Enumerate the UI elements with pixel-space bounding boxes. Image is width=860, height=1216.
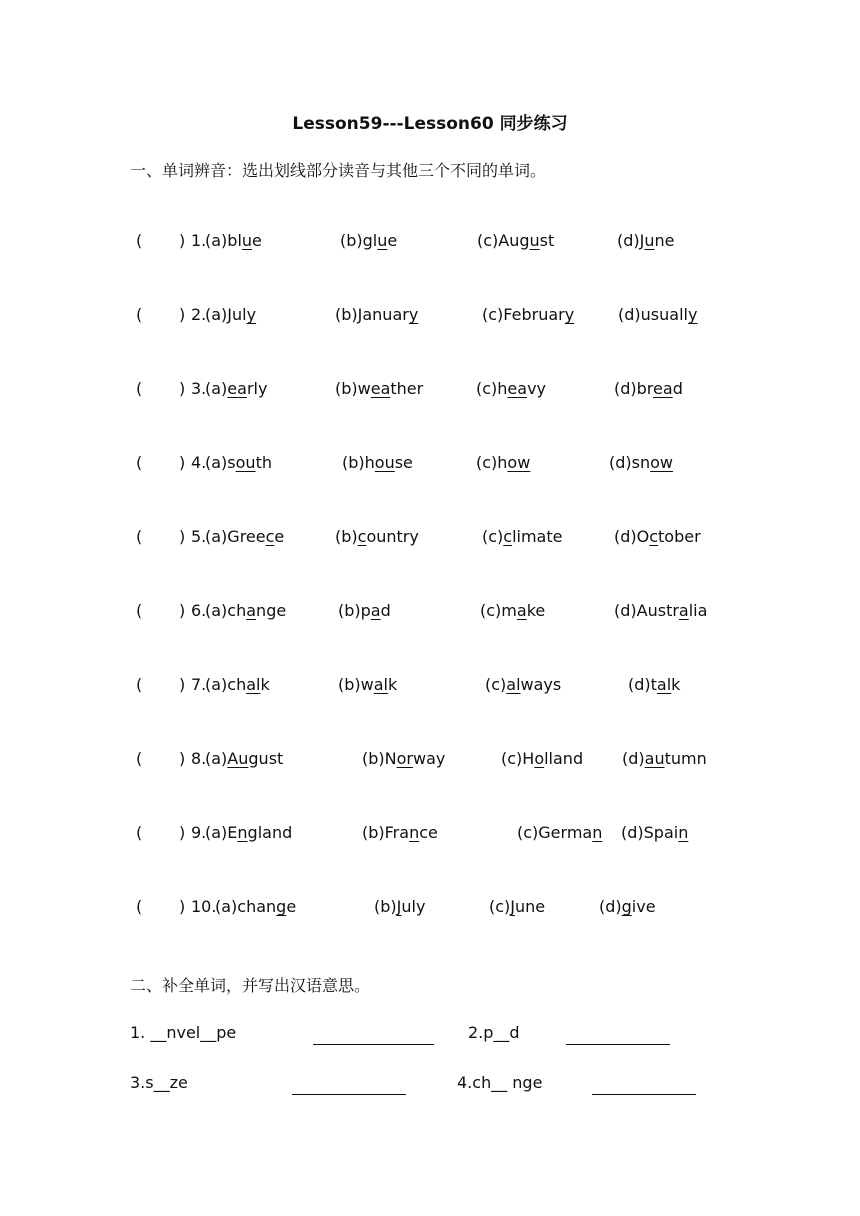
paren-close: )	[179, 749, 186, 768]
option-prefix: (b)p	[338, 601, 371, 620]
option-prefix: (b)w	[335, 379, 371, 398]
option-prefix: (d)J	[617, 231, 645, 250]
question-number: 6.	[191, 601, 207, 620]
paren-close: )	[179, 305, 186, 324]
question-number: 8.	[191, 749, 207, 768]
option-suffix: tober	[658, 527, 701, 546]
answer-blank[interactable]	[146, 601, 176, 623]
option-prefix: (d)sn	[609, 453, 651, 472]
option-prefix: (d)O	[614, 527, 650, 546]
option	[480, 601, 545, 620]
option-underlined-letters: g	[276, 897, 287, 916]
option-underlined-letters: y	[408, 305, 419, 324]
paren-close: )	[179, 601, 186, 620]
option-underlined-letters: ea	[227, 379, 247, 398]
option-prefix: (a)ch	[205, 601, 247, 620]
option-prefix: (b)Januar	[335, 305, 409, 324]
option	[205, 675, 270, 694]
option	[205, 601, 286, 620]
question-number: 4.	[191, 453, 207, 472]
fill-item-4: 4.ch__ nge	[457, 1073, 543, 1092]
option	[374, 897, 425, 916]
option	[205, 305, 256, 324]
option	[338, 675, 397, 694]
paren-close: )	[179, 231, 186, 250]
option-underlined-letters: Au	[227, 749, 249, 768]
section2-heading: 二、补全单词，并写出汉语意思。	[130, 976, 371, 995]
option-prefix: (a)E	[205, 823, 238, 842]
option-suffix: e	[252, 231, 262, 250]
option	[342, 453, 413, 472]
option	[205, 527, 284, 546]
option-suffix: k	[671, 675, 681, 694]
option	[362, 749, 445, 768]
option	[485, 675, 561, 694]
option	[335, 379, 423, 398]
answer-blank[interactable]	[146, 527, 176, 549]
paren-open: (	[136, 305, 143, 324]
option-underlined-letters: u	[529, 231, 540, 250]
answer-line-2[interactable]	[566, 1044, 670, 1045]
option-suffix: ke	[526, 601, 546, 620]
paren-close: )	[179, 823, 186, 842]
option-suffix: limate	[512, 527, 563, 546]
option-suffix: way	[412, 749, 446, 768]
option-underlined-letters: u	[644, 231, 655, 250]
option	[476, 453, 530, 472]
option-prefix: (a)	[205, 749, 228, 768]
option-suffix: ce	[419, 823, 438, 842]
answer-line-1[interactable]	[313, 1044, 434, 1045]
option	[618, 305, 697, 324]
answer-blank[interactable]	[146, 675, 176, 697]
question-number: 2.	[191, 305, 207, 324]
option-prefix: (c)h	[476, 379, 508, 398]
option-prefix: (b)h	[342, 453, 375, 472]
question-number: 9.	[191, 823, 207, 842]
option-underlined-letters: n	[409, 823, 420, 842]
option	[482, 305, 574, 324]
option-prefix: (c)H	[501, 749, 535, 768]
option-underlined-letters: J	[396, 897, 402, 916]
option-prefix: (a)bl	[205, 231, 242, 250]
option-suffix: tumn	[664, 749, 707, 768]
page-title: Lesson59---Lesson60 同步练习	[292, 114, 568, 134]
option-suffix: vy	[527, 379, 547, 398]
option-suffix: gland	[247, 823, 293, 842]
option-underlined-letters: a	[678, 601, 689, 620]
answer-blank[interactable]	[146, 231, 176, 253]
option	[599, 897, 656, 916]
option-underlined-letters: a	[516, 601, 527, 620]
option	[614, 527, 701, 546]
option-underlined-letters: g	[621, 897, 632, 916]
option-underlined-letters: u	[377, 231, 388, 250]
option-suffix: lland	[544, 749, 584, 768]
option-suffix: ther	[390, 379, 424, 398]
option-suffix: ountry	[366, 527, 419, 546]
option-suffix: se	[394, 453, 413, 472]
paren-open: (	[136, 527, 143, 546]
option	[215, 897, 296, 916]
option-underlined-letters: c	[503, 527, 513, 546]
option-prefix: (d)Spai	[621, 823, 679, 842]
paren-open: (	[136, 379, 143, 398]
option-underlined-letters: u	[241, 231, 253, 250]
option-prefix: (a)Gree	[205, 527, 266, 546]
option-underlined-letters: al	[373, 675, 388, 694]
option-underlined-letters: y	[687, 305, 698, 324]
paren-open: (	[136, 749, 143, 768]
paren-close: )	[179, 675, 186, 694]
option-underlined-letters: al	[506, 675, 521, 694]
option-prefix: (d)Austr	[614, 601, 679, 620]
option-prefix: (b)w	[338, 675, 374, 694]
option	[489, 897, 545, 916]
paren-close: )	[179, 897, 186, 916]
option-underlined-letters: c	[357, 527, 367, 546]
option	[477, 231, 554, 250]
option	[482, 527, 562, 546]
option-suffix: gust	[248, 749, 284, 768]
answer-blank[interactable]	[146, 305, 176, 327]
option-underlined-letters: a	[246, 601, 257, 620]
option	[628, 675, 680, 694]
option-suffix: st	[539, 231, 555, 250]
paren-open: (	[136, 453, 143, 472]
option	[617, 231, 674, 250]
question-number: 3.	[191, 379, 207, 398]
answer-blank[interactable]	[146, 823, 176, 845]
option	[205, 453, 272, 472]
question-number: 1.	[191, 231, 207, 250]
answer-blank[interactable]	[146, 897, 176, 919]
option-prefix: (d)br	[614, 379, 654, 398]
option-prefix: (d)	[622, 749, 645, 768]
paren-open: (	[136, 675, 143, 694]
paren-open: (	[136, 823, 143, 842]
option-prefix: (a)	[205, 379, 228, 398]
option	[362, 823, 438, 842]
answer-blank[interactable]	[146, 749, 176, 771]
option-suffix: nge	[256, 601, 287, 620]
paren-open: (	[136, 897, 143, 916]
option-prefix: (b)gl	[340, 231, 378, 250]
option-suffix: uly	[401, 897, 426, 916]
option-prefix: (d)	[599, 897, 622, 916]
answer-line-3[interactable]	[292, 1094, 406, 1095]
option-prefix: (c)Germa	[517, 823, 593, 842]
option-underlined-letters: ea	[653, 379, 673, 398]
option-suffix: k	[387, 675, 398, 694]
option-suffix: d	[380, 601, 391, 620]
option-underlined-letters: n	[678, 823, 689, 842]
option-underlined-letters: n	[237, 823, 248, 842]
option-prefix: (a)chan	[215, 897, 277, 916]
option-underlined-letters: ow	[650, 453, 673, 472]
option-underlined-letters: ea	[370, 379, 391, 398]
paren-open: (	[136, 231, 143, 250]
option-underlined-letters: c	[649, 527, 659, 546]
paren-close: )	[179, 453, 186, 472]
option-suffix: ways	[520, 675, 562, 694]
option	[335, 527, 419, 546]
answer-blank[interactable]	[146, 453, 176, 475]
option-prefix: (c)Februar	[482, 305, 565, 324]
option-suffix: e	[286, 897, 297, 916]
option-underlined-letters: al	[656, 675, 672, 694]
option-suffix: une	[515, 897, 546, 916]
option-underlined-letters: y	[246, 305, 257, 324]
option	[517, 823, 602, 842]
section1-heading: 一、单词辨音：选出划线部分读音与其他三个不同的单词。	[130, 161, 547, 180]
option	[338, 601, 391, 620]
option-underlined-letters: ea	[507, 379, 528, 398]
option-suffix: k	[260, 675, 270, 694]
option-underlined-letters: ow	[507, 453, 531, 472]
option-prefix: (a)Jul	[205, 305, 247, 324]
option-underlined-letters: ou	[235, 453, 256, 472]
question-number: 5.	[191, 527, 207, 546]
option-suffix: e	[274, 527, 285, 546]
option	[340, 231, 397, 250]
option-prefix: (c)h	[476, 453, 508, 472]
option-underlined-letters: al	[246, 675, 261, 694]
option	[205, 823, 292, 842]
option-underlined-letters: y	[564, 305, 575, 324]
option-underlined-letters: n	[592, 823, 603, 842]
option-suffix: rly	[246, 379, 268, 398]
paren-close: )	[179, 527, 186, 546]
option-suffix: lia	[688, 601, 708, 620]
option	[614, 601, 707, 620]
option-prefix: (c)Aug	[477, 231, 530, 250]
option-underlined-letters: c	[265, 527, 275, 546]
option-suffix: ive	[631, 897, 656, 916]
fill-item-1: 1. __nvel__pe	[130, 1023, 237, 1042]
option	[205, 379, 267, 398]
option-underlined-letters: ou	[374, 453, 395, 472]
option-prefix: (c)m	[480, 601, 517, 620]
fill-item-3: 3.s__ze	[130, 1073, 188, 1092]
answer-blank[interactable]	[146, 379, 176, 401]
option	[205, 749, 283, 768]
option-suffix: ne	[654, 231, 675, 250]
option-suffix: d	[672, 379, 683, 398]
option	[476, 379, 546, 398]
option	[621, 823, 688, 842]
question-number: 10.	[191, 897, 217, 916]
option-prefix: (b)	[374, 897, 397, 916]
option-prefix: (d)t	[628, 675, 657, 694]
option-suffix: th	[255, 453, 272, 472]
answer-line-4[interactable]	[592, 1094, 696, 1095]
question-number: 7.	[191, 675, 207, 694]
option-prefix: (c)	[489, 897, 511, 916]
option-underlined-letters: or	[396, 749, 413, 768]
option-prefix: (b)N	[362, 749, 397, 768]
option	[614, 379, 683, 398]
option-underlined-letters: a	[370, 601, 381, 620]
option	[501, 749, 583, 768]
option-underlined-letters: J	[510, 897, 515, 916]
option-prefix: (b)Fra	[362, 823, 410, 842]
option	[335, 305, 418, 324]
option-prefix: (b)	[335, 527, 358, 546]
option-prefix: (c)	[482, 527, 504, 546]
option-prefix: (d)usuall	[618, 305, 688, 324]
paren-close: )	[179, 379, 186, 398]
fill-item-2: 2.p__d	[468, 1023, 520, 1042]
option	[205, 231, 262, 250]
option-underlined-letters: o	[534, 749, 545, 768]
option-suffix: e	[387, 231, 398, 250]
option	[622, 749, 707, 768]
option-prefix: (c)	[485, 675, 507, 694]
paren-open: (	[136, 601, 143, 620]
option-underlined-letters: au	[644, 749, 665, 768]
option-prefix: (a)ch	[205, 675, 247, 694]
option-prefix: (a)s	[205, 453, 236, 472]
option	[609, 453, 673, 472]
